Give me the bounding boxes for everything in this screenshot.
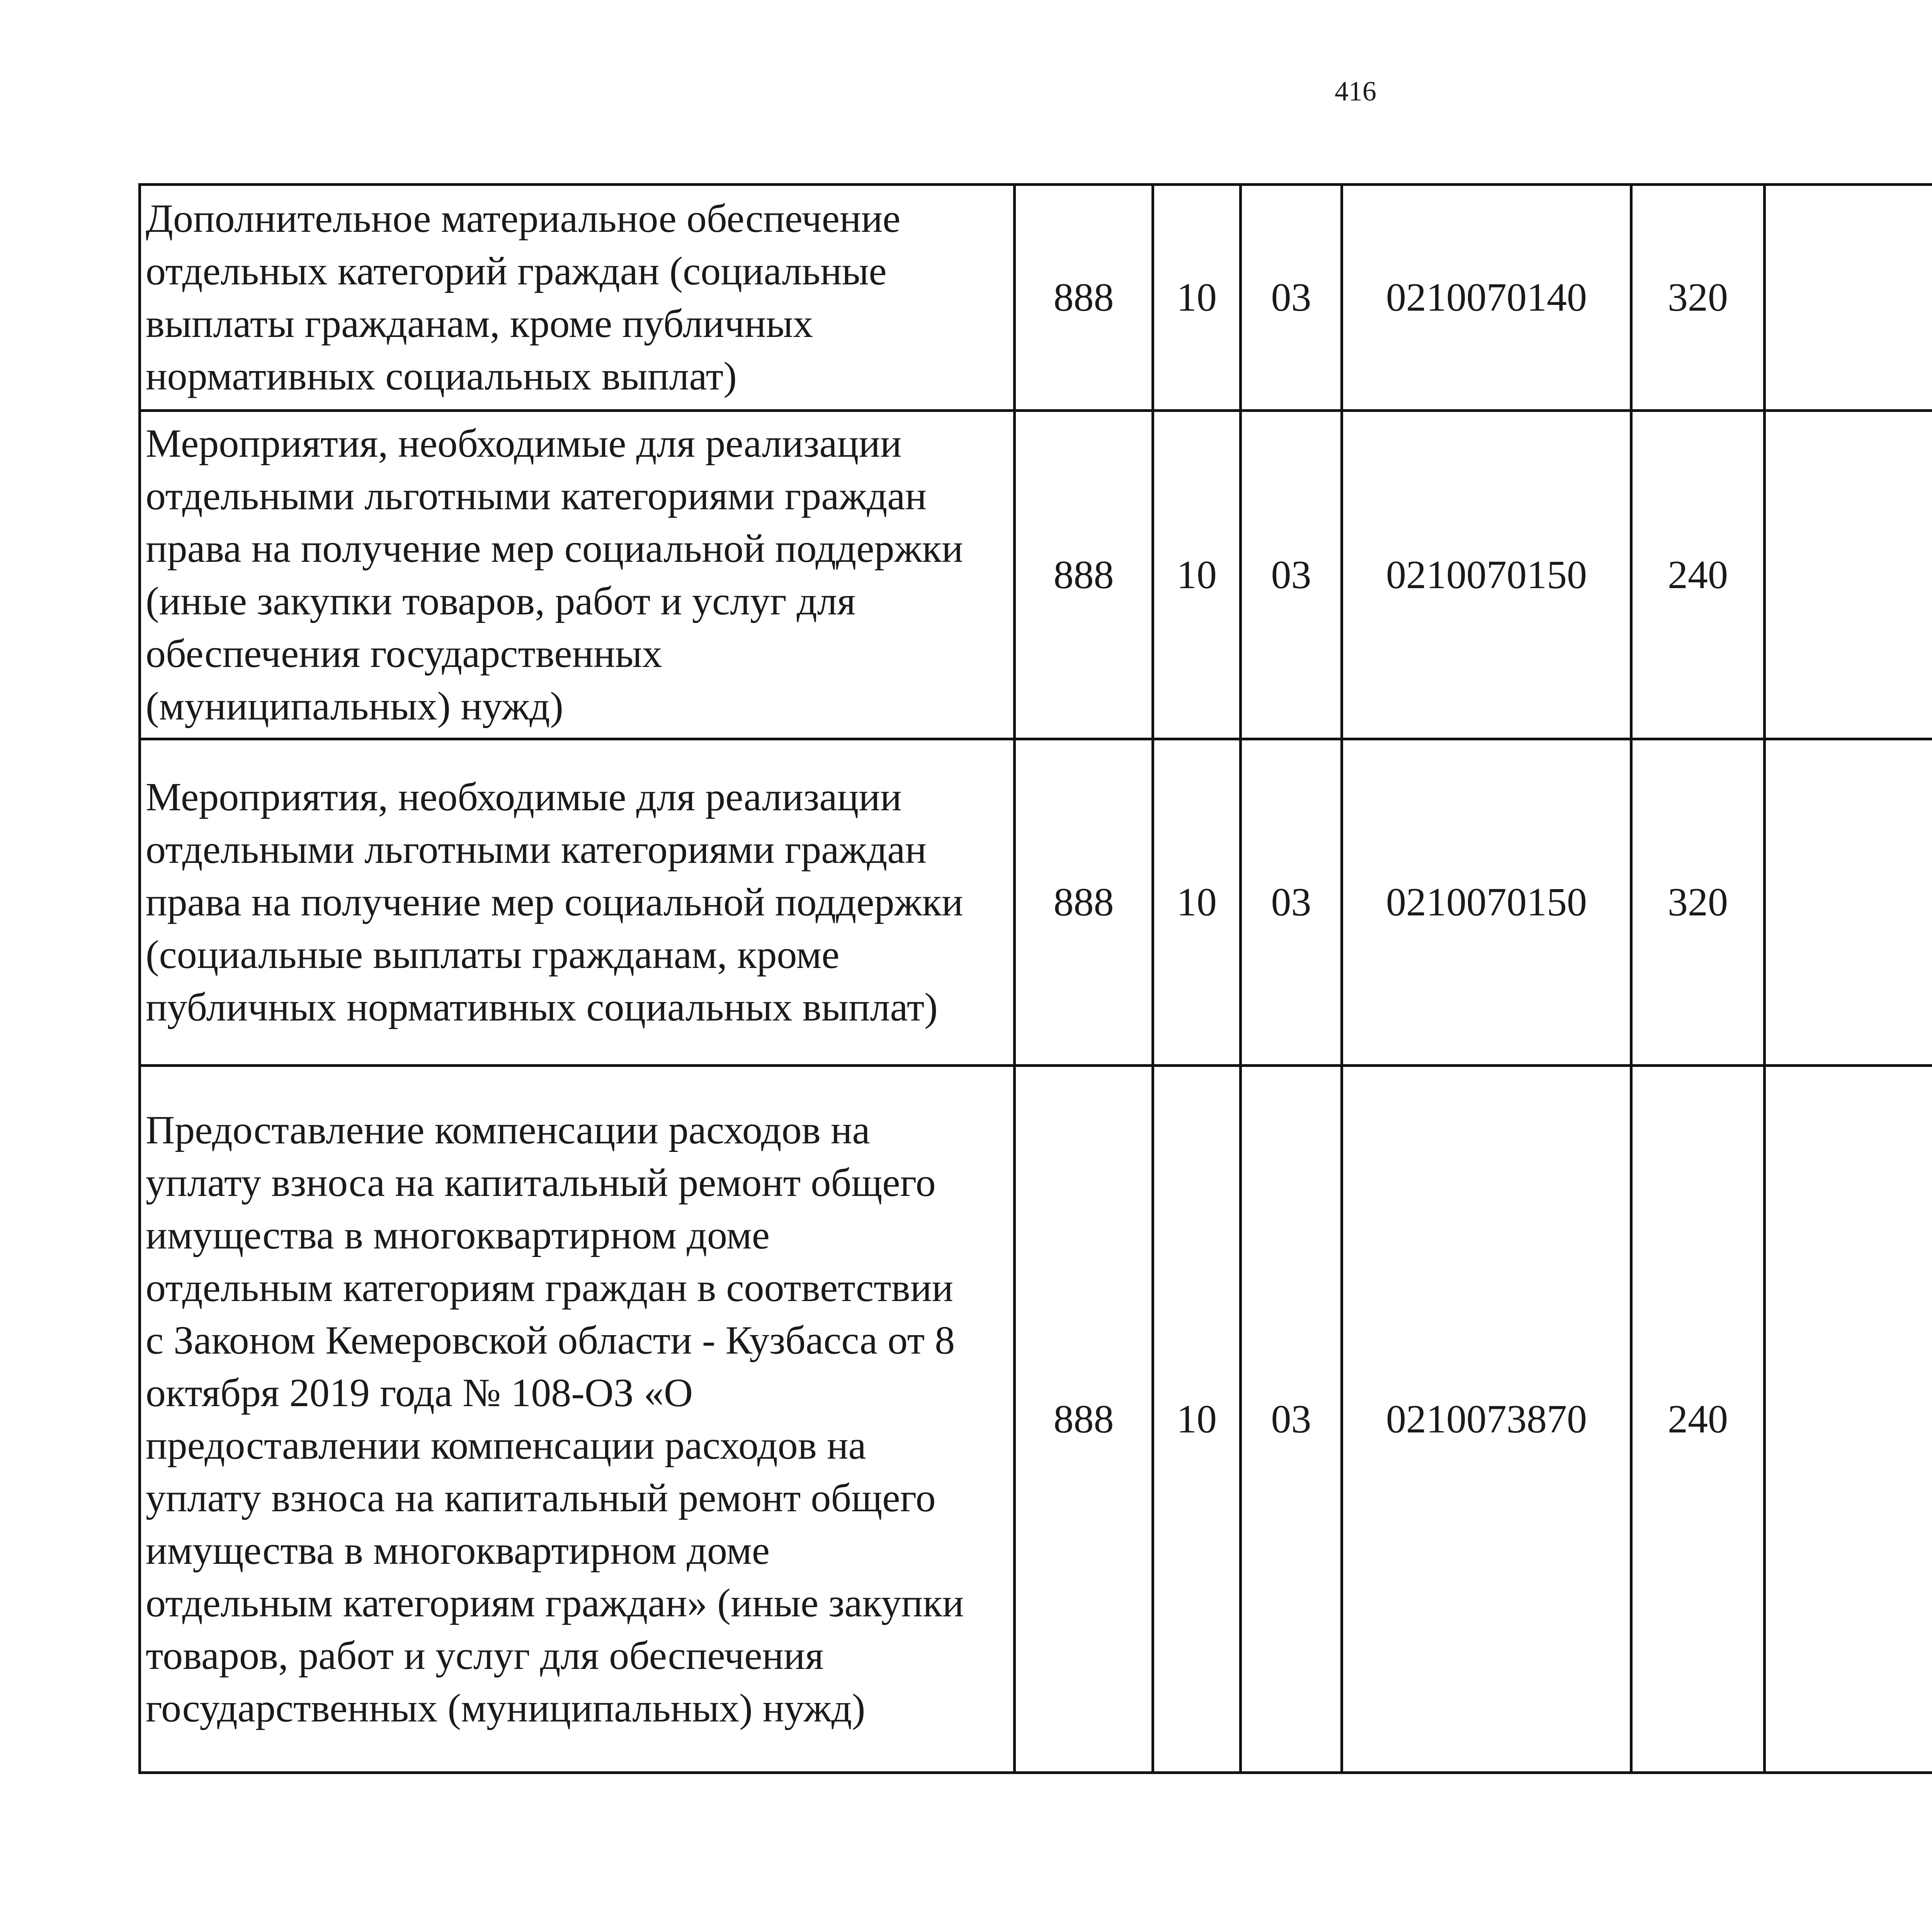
row-description: Дополнительное материальное обеспечение отдельных категорий граждан (социальные выплаты гражданам, кроме публичных нормативных социальных выплат) xyxy=(140,185,1015,411)
target-code: 0210070150 xyxy=(1342,739,1631,1066)
row-description: Мероприятия, необходимые для реализации отдельными льготными категориями граждан права на получение мер социальной поддержки (социальные выплаты гражданам, кроме публичных нормативных социальных выплат) xyxy=(140,739,1015,1066)
page-number: 416 xyxy=(1335,76,1376,107)
table-row xyxy=(140,185,1932,411)
section-code: 10 xyxy=(1153,1066,1241,1773)
amount-1 xyxy=(1765,411,1932,739)
section-code: 10 xyxy=(1153,739,1241,1066)
subsection-code: 03 xyxy=(1241,739,1342,1066)
target-code: 0210070150 xyxy=(1342,411,1631,739)
subsection-code: 03 xyxy=(1241,185,1342,411)
section-code: 10 xyxy=(1153,411,1241,739)
target-code: 0210070140 xyxy=(1342,185,1631,411)
subsection-code: 03 xyxy=(1241,411,1342,739)
amount-1 xyxy=(1765,185,1932,411)
expense-type-code: 320 xyxy=(1631,185,1765,411)
subsection-code: 03 xyxy=(1241,1066,1342,1773)
amount-1 xyxy=(1765,739,1932,1066)
expense-type-code: 320 xyxy=(1631,739,1765,1066)
target-code: 0210073870 xyxy=(1342,1066,1631,1773)
row-description: Предоставление компенсации расходов на уплату взноса на капитальный ремонт общего имущества в многоквартирном доме отдельным категориям граждан в соответствии с Законом Кемеровской области - Кузбасса от 8 октября 2019 года № 108-ОЗ «О предоставлении компенсации расходов на уплату взноса на капитальный ремонт общего имущества в многоквартирном доме отдельным категориям граждан» (иные закупки товаров, работ и услуг для обеспечения государственных (муниципальных) нужд) xyxy=(140,1066,1015,1773)
amount-1 xyxy=(1765,1066,1932,1773)
budget-table xyxy=(138,183,1932,1774)
table-row xyxy=(140,411,1932,739)
expense-type-code: 240 xyxy=(1631,411,1765,739)
section-code: 10 xyxy=(1153,185,1241,411)
expense-type-code: 240 xyxy=(1631,1066,1765,1773)
table-row xyxy=(140,739,1932,1066)
admin-code: 888 xyxy=(1015,411,1153,739)
row-description: Мероприятия, необходимые для реализации отдельными льготными категориями граждан права на получение мер социальной поддержки (иные закупки товаров, работ и услуг для обеспечения государственных (муниципальных) нужд) xyxy=(140,411,1015,739)
admin-code: 888 xyxy=(1015,185,1153,411)
admin-code: 888 xyxy=(1015,739,1153,1066)
admin-code: 888 xyxy=(1015,1066,1153,1773)
table-row xyxy=(140,1066,1932,1773)
